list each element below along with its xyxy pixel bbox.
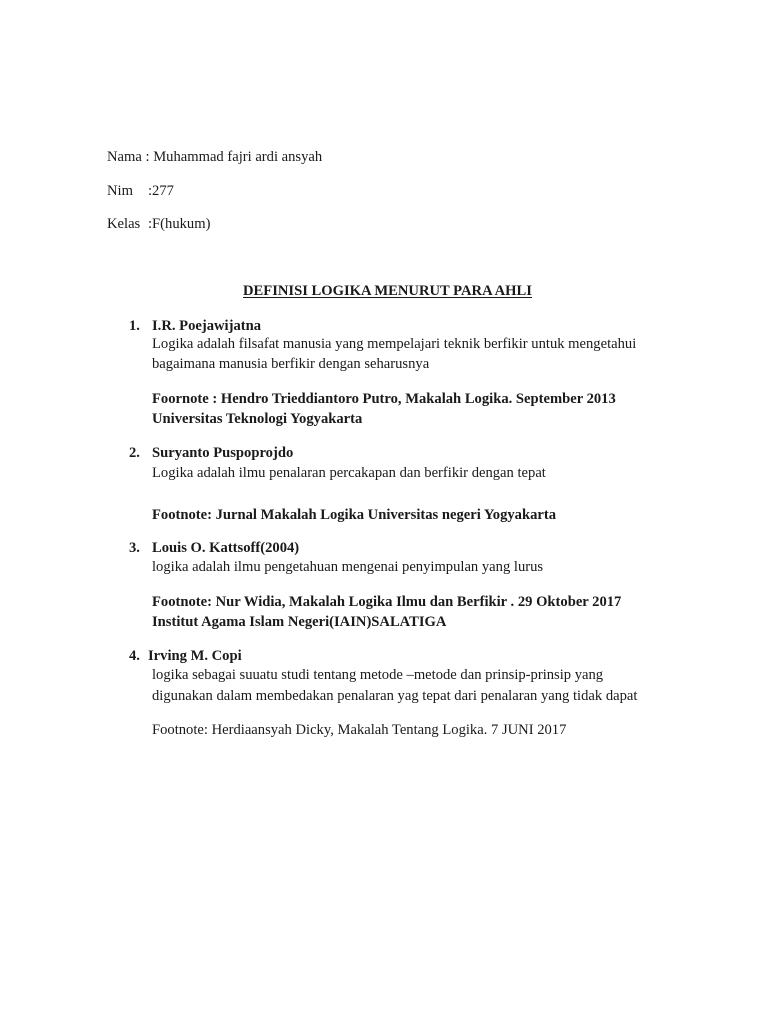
item-4-definition-line-2: digunakan dalam membedakan penalaran yag tepat dari penalaran yang tidak dapat — [152, 688, 638, 704]
item-1-footnote-line-1: Foornote : Hendro Trieddiantoro Putro, Makalah Logika. September 2013 — [152, 391, 616, 407]
item-2-number: 2. — [129, 445, 140, 461]
item-4-name: Irving M. Copi — [148, 648, 242, 664]
item-2-definition-line-1: Logika adalah ilmu penalaran percakapan dan berfikir dengan tepat — [152, 465, 546, 481]
item-4-footnote-line-1: Footnote: Herdiaansyah Dicky, Makalah Tentang Logika. 7 JUNI 2017 — [152, 722, 567, 738]
item-1-definition-line-1: Logika adalah filsafat manusia yang mempelajari teknik berfikir untuk mengetahui — [152, 336, 637, 352]
item-4-definition-line-1: logika sebagai suuatu studi tentang metode –metode dan prinsip-prinsip yang — [152, 667, 604, 683]
kelas-value: :F(hukum) — [148, 216, 211, 232]
item-3-name: Louis O. Kattsoff(2004) — [152, 540, 300, 556]
item-1-name: I.R. Poejawijatna — [152, 318, 262, 334]
nim-value: :277 — [148, 183, 174, 199]
item-3-footnote-line-1: Footnote: Nur Widia, Makalah Logika Ilmu dan Berfikir . 29 Oktober 2017 — [152, 594, 622, 610]
document-title: DEFINISI LOGIKA MENURUT PARA AHLI — [243, 283, 532, 299]
item-3-definition-line-1: logika adalah ilmu pengetahuan mengenai penyimpulan yang lurus — [152, 559, 544, 575]
item-2-footnote-line-1: Footnote: Jurnal Makalah Logika Universitas negeri Yogyakarta — [152, 507, 557, 523]
item-1-footnote-line-2: Universitas Teknologi Yogyakarta — [152, 411, 363, 427]
nim-label: Nim — [107, 183, 133, 199]
item-3-number: 3. — [129, 540, 140, 556]
item-3-footnote-line-2: Institut Agama Islam Negeri(IAIN)SALATIGA — [152, 614, 447, 630]
item-2-name: Suryanto Puspoprojdo — [152, 445, 294, 461]
item-1-number: 1. — [129, 318, 140, 334]
item-1-definition-line-2: bagaimana manusia berfikir dengan seharusnya — [152, 356, 430, 372]
kelas-label: Kelas — [107, 216, 141, 232]
nama-line: Nama : Muhammad fajri ardi ansyah — [107, 149, 323, 165]
item-4-number: 4. — [129, 648, 140, 664]
